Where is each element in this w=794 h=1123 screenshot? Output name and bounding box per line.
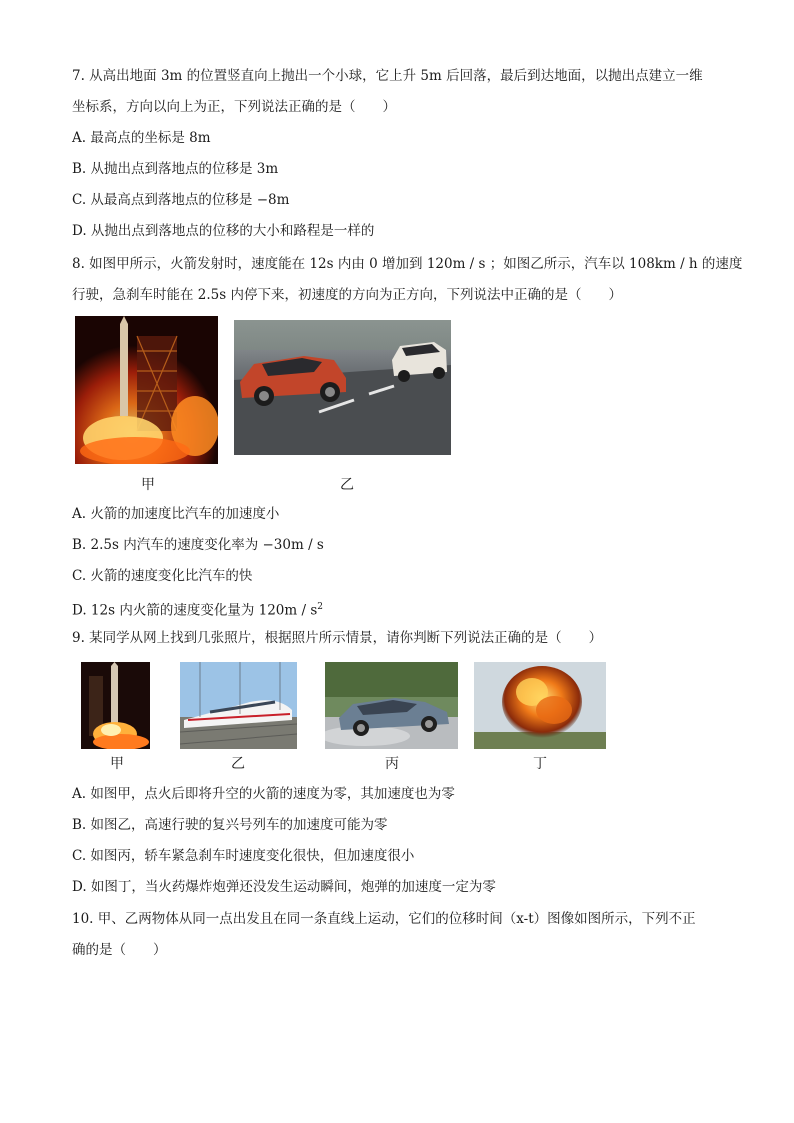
q9-option-b[interactable]: B. 如图乙，高速行驶的复兴号列车的加速度可能为零 — [72, 817, 388, 833]
q7-option-d[interactable]: D. 从抛出点到落地点的位移的大小和路程是一样的 — [72, 223, 375, 239]
q8-option-b[interactable]: B. 2.5s 内汽车的速度变化率为 −30m / s — [72, 537, 324, 553]
q7-option-c[interactable]: C. 从最高点到落地点的位移是 −8m — [72, 192, 290, 208]
rocket-launch-photo — [75, 316, 218, 464]
explosion-photo — [474, 662, 606, 749]
braking-car-photo — [325, 662, 458, 749]
q8-option-c[interactable]: C. 火箭的速度变化比汽车的快 — [72, 568, 253, 584]
q8-option-d-exponent: 2 — [317, 602, 323, 612]
q8-option-d-text: D. 12s 内火箭的速度变化量为 120m / s — [72, 602, 318, 619]
q9-caption-jia: 甲 — [110, 756, 124, 772]
q8-caption-jia: 甲 — [141, 477, 155, 493]
q9-stem: 9. 某同学从网上找到几张照片，根据照片所示情景，请你判断下列说法正确的是（ ） — [72, 630, 603, 646]
q9-option-d[interactable]: D. 如图丁，当火药爆炸炮弹还没发生运动瞬间，炮弹的加速度一定为零 — [72, 879, 496, 895]
q7-stem-line2: 坐标系，方向以向上为正，下列说法正确的是（ ） — [72, 99, 396, 115]
q9-caption-yi: 乙 — [231, 756, 245, 772]
q9-caption-bing: 丙 — [385, 756, 399, 772]
q8-stem-line2: 行驶，急刹车时能在 2.5s 内停下来，初速度的方向为正方向，下列说法中正确的是（ ） — [72, 287, 622, 303]
q9-option-c[interactable]: C. 如图丙，轿车紧急刹车时速度变化很快，但加速度很小 — [72, 848, 415, 864]
q8-stem-line1: 8. 如图甲所示，火箭发射时，速度能在 12s 内由 0 增加到 120m / s ；如图乙所示，汽车以 108km / h 的速度 — [72, 256, 743, 272]
bullet-train-photo — [180, 662, 297, 749]
q7-option-b[interactable]: B. 从抛出点到落地点的位移是 3m — [72, 161, 279, 177]
cars-driving-photo — [234, 320, 451, 455]
q7-option-a[interactable]: A. 最高点的坐标是 8m — [72, 130, 211, 146]
q9-option-a[interactable]: A. 如图甲，点火后即将升空的火箭的速度为零，其加速度也为零 — [72, 786, 455, 802]
q9-caption-ding: 丁 — [533, 756, 547, 772]
rocket-photo — [81, 662, 150, 749]
q8-caption-yi: 乙 — [340, 477, 354, 493]
q10-stem-line2: 确的是（ ） — [72, 942, 167, 958]
q10-stem-line1: 10. 甲、乙两物体从同一点出发且在同一条直线上运动，它们的位移时间（x-t）图像如图所示，下列不正 — [72, 911, 696, 927]
q8-option-d[interactable] — [72, 597, 323, 621]
q7-stem-line1: 7. 从高出地面 3m 的位置竖直向上抛出一个小球，它上升 5m 后回落，最后到达地面，以抛出点建立一维 — [72, 68, 703, 84]
q8-option-a[interactable]: A. 火箭的加速度比汽车的加速度小 — [72, 506, 280, 522]
